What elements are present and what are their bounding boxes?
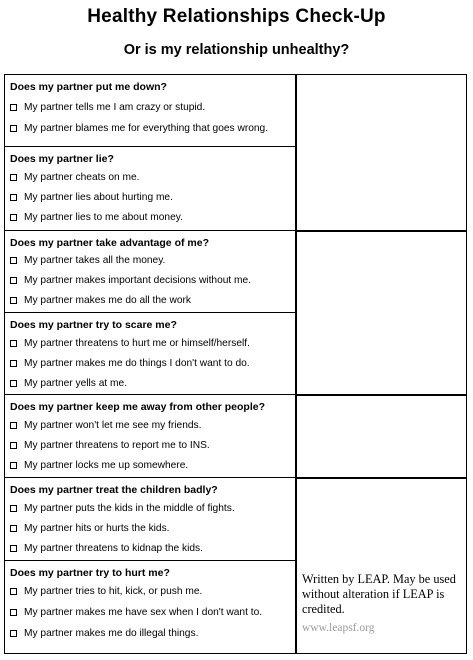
checklist-item [10, 102, 205, 113]
checklist-item [10, 192, 173, 203]
item-label: My partner makes me do things I don't want to do. [24, 358, 250, 369]
checklist-item [10, 338, 250, 349]
item-label: My partner won't let me see my friends. [24, 420, 202, 431]
checkbox[interactable] [10, 525, 17, 532]
checkbox[interactable] [10, 214, 17, 221]
section-lie [5, 147, 296, 231]
checklist-item [10, 420, 201, 431]
credit-note: Written by LEAP. May be used without alteration if LEAP is credited. [302, 572, 456, 616]
item-label: My partner lies to me about money. [24, 212, 183, 223]
checklist-item [10, 123, 268, 134]
item-label: My partner hits or hurts the kids. [24, 523, 170, 534]
checklist-item [10, 440, 210, 451]
section-question: Does my partner try to hurt me? [10, 567, 170, 579]
item-label: My partner makes me do illegal things. [24, 628, 199, 639]
item-label: My partner puts the kids in the middle of fights. [24, 503, 235, 514]
item-label: My partner threatens to hurt me or himself/herself. [24, 338, 250, 349]
section-take-advantage [5, 231, 296, 313]
checklist-item [10, 460, 188, 471]
checklist-item [10, 275, 251, 286]
item-label: My partner yells at me. [24, 378, 128, 389]
section-isolate [5, 395, 296, 478]
section-hurt [5, 561, 296, 653]
section-question: Does my partner try to scare me? [10, 319, 177, 331]
checkbox[interactable] [10, 442, 17, 449]
credit-url[interactable]: www.leapsf.org [302, 622, 375, 634]
checkbox[interactable] [10, 174, 17, 181]
checklist-item [10, 378, 127, 389]
section-children [5, 478, 296, 561]
checklist-item [10, 255, 165, 266]
checklist-item [10, 628, 198, 639]
item-label: My partner makes me do all the work [24, 295, 192, 306]
checkbox[interactable] [10, 505, 17, 512]
section-question: Does my partner put me down? [10, 81, 167, 93]
right-column-rule [296, 394, 466, 396]
checkbox[interactable] [10, 297, 17, 304]
checkbox[interactable] [10, 588, 17, 595]
page-title: Healthy Relationships Check-Up [87, 6, 386, 27]
checkbox[interactable] [10, 609, 17, 616]
checkbox[interactable] [10, 257, 17, 264]
item-label: My partner makes me have sex when I don't want to. [24, 607, 263, 618]
section-question: Does my partner take advantage of me? [10, 237, 209, 249]
checkbox[interactable] [10, 630, 17, 637]
checkbox[interactable] [10, 340, 17, 347]
checkbox[interactable] [10, 545, 17, 552]
checklist-item [10, 295, 191, 306]
right-column-rule [296, 230, 466, 232]
checklist-item [10, 607, 262, 618]
item-label: My partner tells me I am crazy or stupid. [24, 102, 206, 113]
checkbox[interactable] [10, 380, 17, 387]
checkbox[interactable] [10, 360, 17, 367]
section-scare [5, 313, 296, 395]
item-label: My partner takes all the money. [24, 255, 166, 266]
item-label: My partner lies about hurting me. [24, 192, 173, 203]
section-put-down [5, 75, 296, 147]
right-column-rule [296, 477, 466, 479]
checkbox[interactable] [10, 422, 17, 429]
checklist-item [10, 503, 235, 514]
item-label: My partner blames me for everything that goes wrong. [24, 123, 269, 134]
item-label: My partner cheats on me. [24, 172, 140, 183]
item-label: My partner tries to hit, kick, or push me. [24, 586, 203, 597]
checklist-item [10, 358, 250, 369]
section-question: Does my partner keep me away from other people? [10, 401, 265, 413]
section-question: Does my partner lie? [10, 153, 114, 165]
item-label: My partner threatens to kidnap the kids. [24, 543, 203, 554]
checklist-table [4, 74, 467, 654]
checklist-item [10, 543, 203, 554]
checkbox[interactable] [10, 104, 17, 111]
checklist-item [10, 212, 183, 223]
checkbox[interactable] [10, 277, 17, 284]
checklist-item [10, 172, 140, 183]
section-question: Does my partner treat the children badly? [10, 484, 218, 496]
checklist-item [10, 586, 202, 597]
item-label: My partner makes important decisions without me. [24, 275, 252, 286]
page-subtitle: Or is my relationship unhealthy? [123, 42, 350, 58]
item-label: My partner threatens to report me to INS. [24, 440, 210, 451]
checkbox[interactable] [10, 462, 17, 469]
checkbox[interactable] [10, 125, 17, 132]
checklist-item [10, 523, 170, 534]
item-label: My partner locks me up somewhere. [24, 460, 189, 471]
checkbox[interactable] [10, 194, 17, 201]
